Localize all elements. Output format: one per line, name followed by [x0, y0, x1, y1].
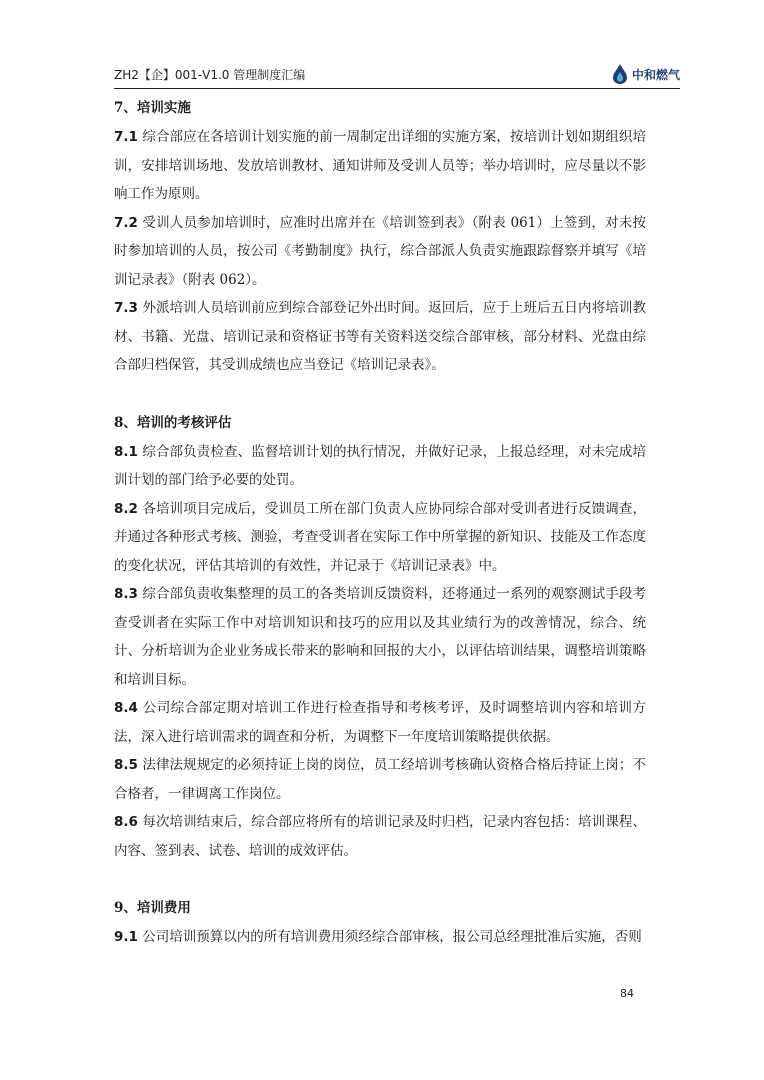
section-heading: 7、培训实施	[114, 100, 191, 116]
flame-drop-icon	[611, 63, 629, 85]
clause-text: 法律法规规定的必须持证上岗的岗位，员工经培训考核确认资格合格后持证上岗；不合格者，一律调离工作岗位。	[114, 757, 646, 802]
clause-text: 受训人员参加培训时，应准时出席并在《培训签到表》（附表 061）上签到，对未按时参加培训的人员，按公司《考勤制度》执行，综合部派人负责实施跟踪督察并填写《培训记录表》（附表 062）。	[114, 214, 646, 288]
clause-8-1	[114, 438, 646, 495]
clause-8-4	[114, 694, 646, 751]
clause-text: 外派培训人员培训前应到综合部登记外出时间。返回后，应于上班后五日内将培训教材、书籍、光盘、培训记录和资格证书等有关资料送交综合部审核，部分材料、光盘由综合部归档保管，其受训成绩也应当登记《培训记录表》。	[114, 300, 646, 373]
clause-text: 综合部应在各培训计划实施的前一周制定出详细的实施方案，按培训计划如期组织培训，安排培训场地、发放培训教材、通知讲师及受训人员等；举办培训时，应尽量以不影响工作为原则。	[114, 129, 646, 202]
section-8	[114, 412, 646, 866]
clause-text: 各培训项目完成后，受训员工所在部门负责人应协同综合部对受训者进行反馈调查，并通过各种形式考核、测验，考查受训者在实际工作中所掌握的新知识、技能及工作态度的变化状况，评估其培训的有效性，并记录于《培训记录表》中。	[114, 500, 646, 574]
clause-8-6	[114, 808, 646, 865]
clause-7-1	[114, 123, 646, 209]
clause-8-3	[114, 580, 646, 694]
company-logo	[611, 63, 680, 85]
section-heading: 9、培训费用	[114, 900, 191, 916]
clause-7-2	[114, 209, 646, 295]
clause-number: 8.4	[114, 700, 138, 716]
clause-7-3	[114, 294, 646, 380]
section-heading: 8、培训的考核评估	[114, 414, 232, 431]
clause-text: 综合部负责收集整理的员工的各类培训反馈资料，还将通过一系列的观察测试手段考查受训者在实际工作中对培训知识和技巧的应用以及其业绩行为的改善情况，综合、统计、分析培训为企业业务成长带来的影响和回报的大小，以评估培训结果，调整培训策略和培训目标。	[114, 586, 646, 688]
page-header	[114, 56, 680, 89]
clause-number: 7.2	[114, 214, 138, 231]
clause-number: 8.6	[114, 814, 138, 830]
section-9	[114, 897, 646, 952]
document-body	[114, 97, 646, 952]
clause-number: 9.1	[114, 929, 138, 945]
document-code: ZH2【企】001-V1.0 管理制度汇编	[114, 68, 306, 82]
clause-8-2	[114, 495, 646, 581]
clause-number: 8.1	[114, 443, 138, 460]
clause-number: 7.1	[114, 129, 138, 145]
section-7	[114, 97, 646, 380]
clause-text: 公司培训预算以内的所有培训费用须经综合部审核，报公司总经理批准后实施，否则	[137, 929, 642, 945]
clause-8-5	[114, 751, 646, 808]
clause-number: 7.3	[114, 300, 138, 316]
clause-number: 8.3	[114, 586, 138, 602]
clause-number: 8.5	[114, 757, 138, 773]
logo-text: 中和燃气	[631, 67, 680, 82]
clause-text: 每次培训结束后，综合部应将所有的培训记录及时归档，记录内容包括：培训课程、内容、签到表、试卷、培训的成效评估。	[114, 814, 646, 859]
clause-9-1	[114, 923, 646, 952]
page-number: 84	[620, 987, 634, 1000]
clause-number: 8.2	[114, 500, 138, 517]
clause-text: 综合部负责检查、监督培训计划的执行情况，并做好记录，上报总经理，对未完成培训计划的部门给予必要的处罚。	[114, 443, 646, 488]
clause-text: 公司综合部定期对培训工作进行检查指导和考核考评，及时调整培训内容和培训方法，深入进行培训需求的调查和分析，为调整下一年度培训策略提供依据。	[114, 700, 646, 745]
